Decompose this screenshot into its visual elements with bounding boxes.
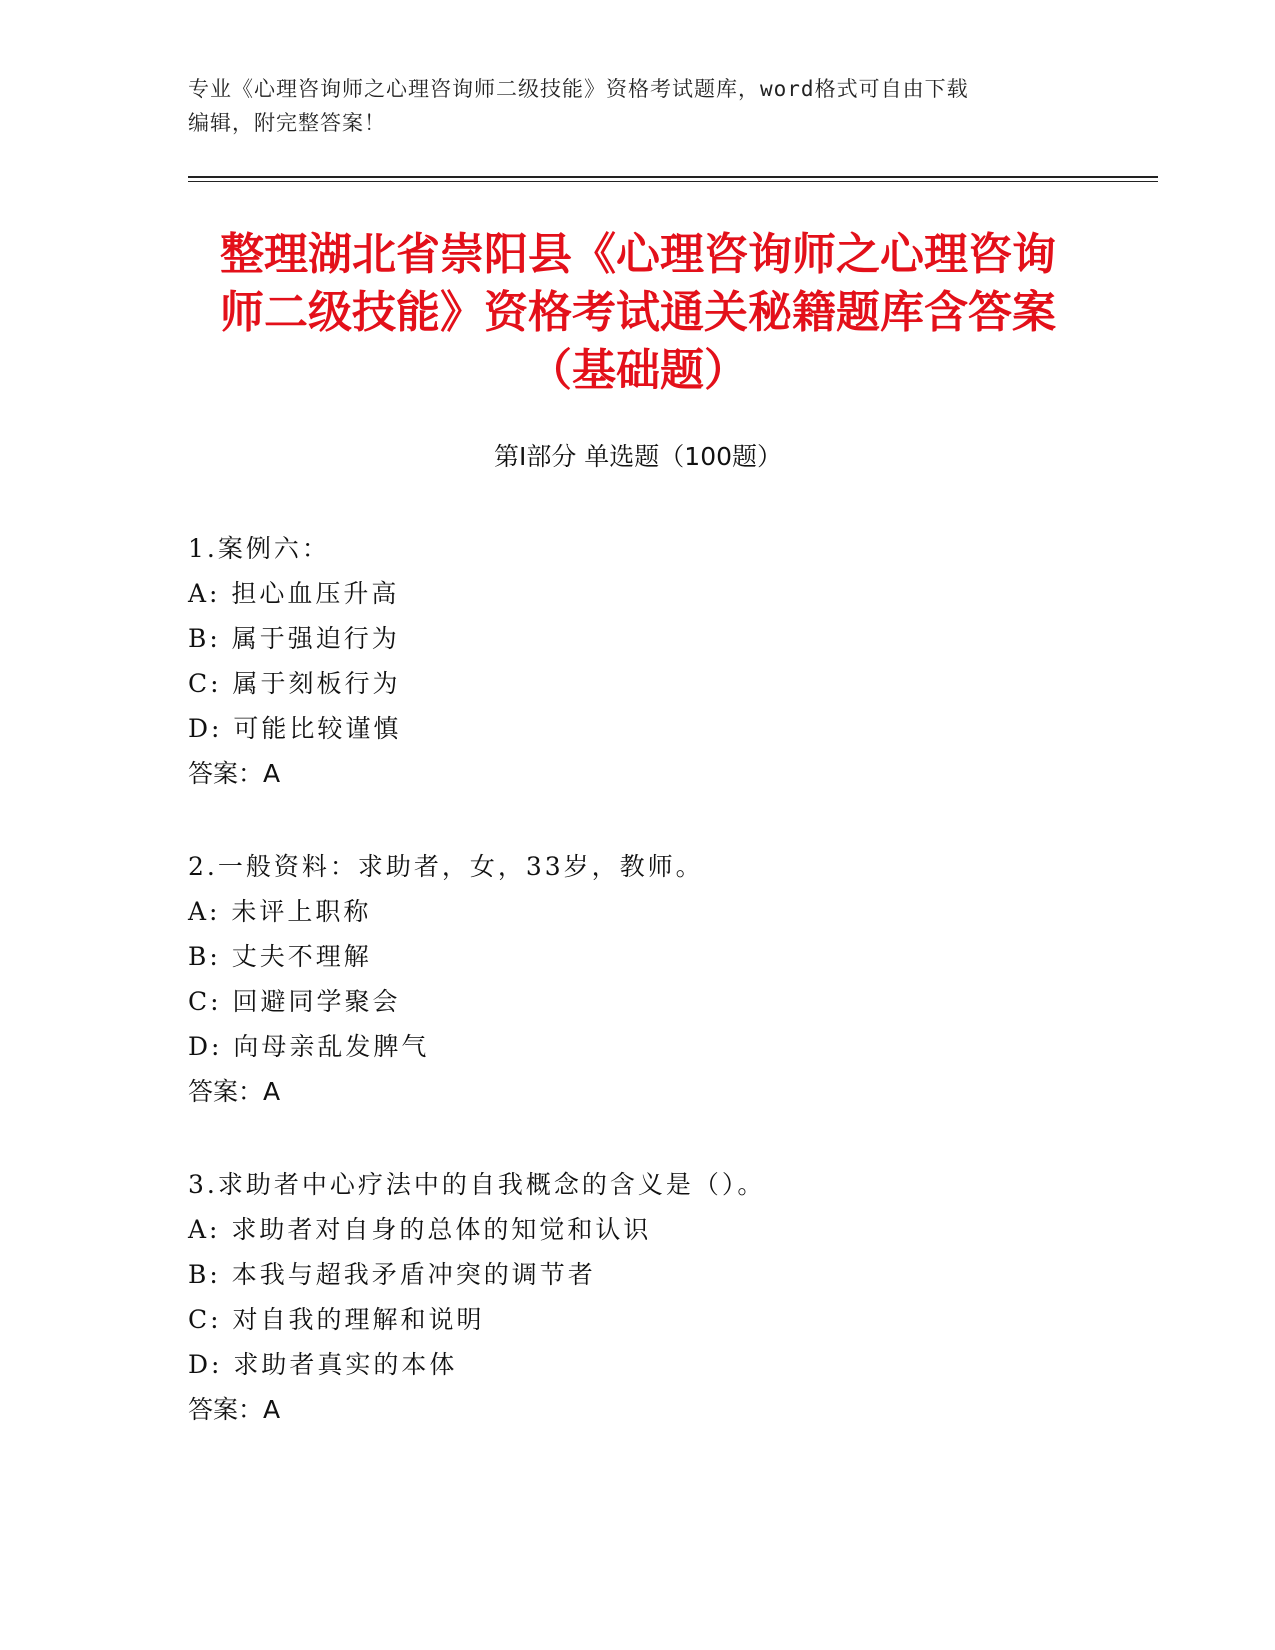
answer-line: 答案：A [188, 1395, 281, 1424]
question-block [188, 844, 1088, 1114]
document-title-line-3: （基础题） [528, 345, 748, 396]
option-b: B: 丈夫不理解 [188, 942, 372, 971]
header-note-line-1: 专业《心理咨询师之心理咨询师二级技能》资格考试题库，word格式可自由下载 [188, 77, 969, 101]
answer-line: 答案：A [188, 759, 281, 788]
question-stem: 1.案例六： [188, 534, 330, 563]
option-b: B: 本我与超我矛盾冲突的调节者 [188, 1260, 596, 1289]
document-title-line-2: 师二级技能》资格考试通关秘籍题库含答案 [220, 287, 1056, 338]
header-note [188, 72, 1088, 140]
option-a: A: 未评上职称 [188, 897, 372, 926]
option-a: A: 求助者对自身的总体的知觉和认识 [188, 1215, 652, 1244]
option-d: D: 可能比较谨慎 [188, 714, 402, 743]
option-c: C: 属于刻板行为 [188, 669, 401, 698]
question-stem: 3.求助者中心疗法中的自我概念的含义是（）。 [188, 1170, 766, 1199]
question-block [188, 526, 1088, 796]
option-b: B: 属于强迫行为 [188, 624, 400, 653]
question-block [188, 1162, 1088, 1432]
question-stem: 2.一般资料：求助者，女，33岁，教师。 [188, 852, 704, 881]
header-note-line-2: 编辑，附完整答案！ [188, 111, 386, 135]
option-a: A: 担心血压升高 [188, 579, 400, 608]
option-d: D: 求助者真实的本体 [188, 1350, 458, 1379]
document-title [188, 226, 1088, 400]
option-c: C: 回避同学聚会 [188, 987, 401, 1016]
header-divider-thin [188, 181, 1158, 182]
document-title-line-1: 整理湖北省崇阳县《心理咨询师之心理咨询 [220, 229, 1056, 280]
section-heading: 第Ⅰ部分 单选题（100题） [493, 442, 783, 471]
answer-line: 答案：A [188, 1077, 281, 1106]
option-c: C: 对自我的理解和说明 [188, 1305, 485, 1334]
header-divider-thick [188, 176, 1158, 178]
option-d: D: 向母亲乱发脾气 [188, 1032, 430, 1061]
